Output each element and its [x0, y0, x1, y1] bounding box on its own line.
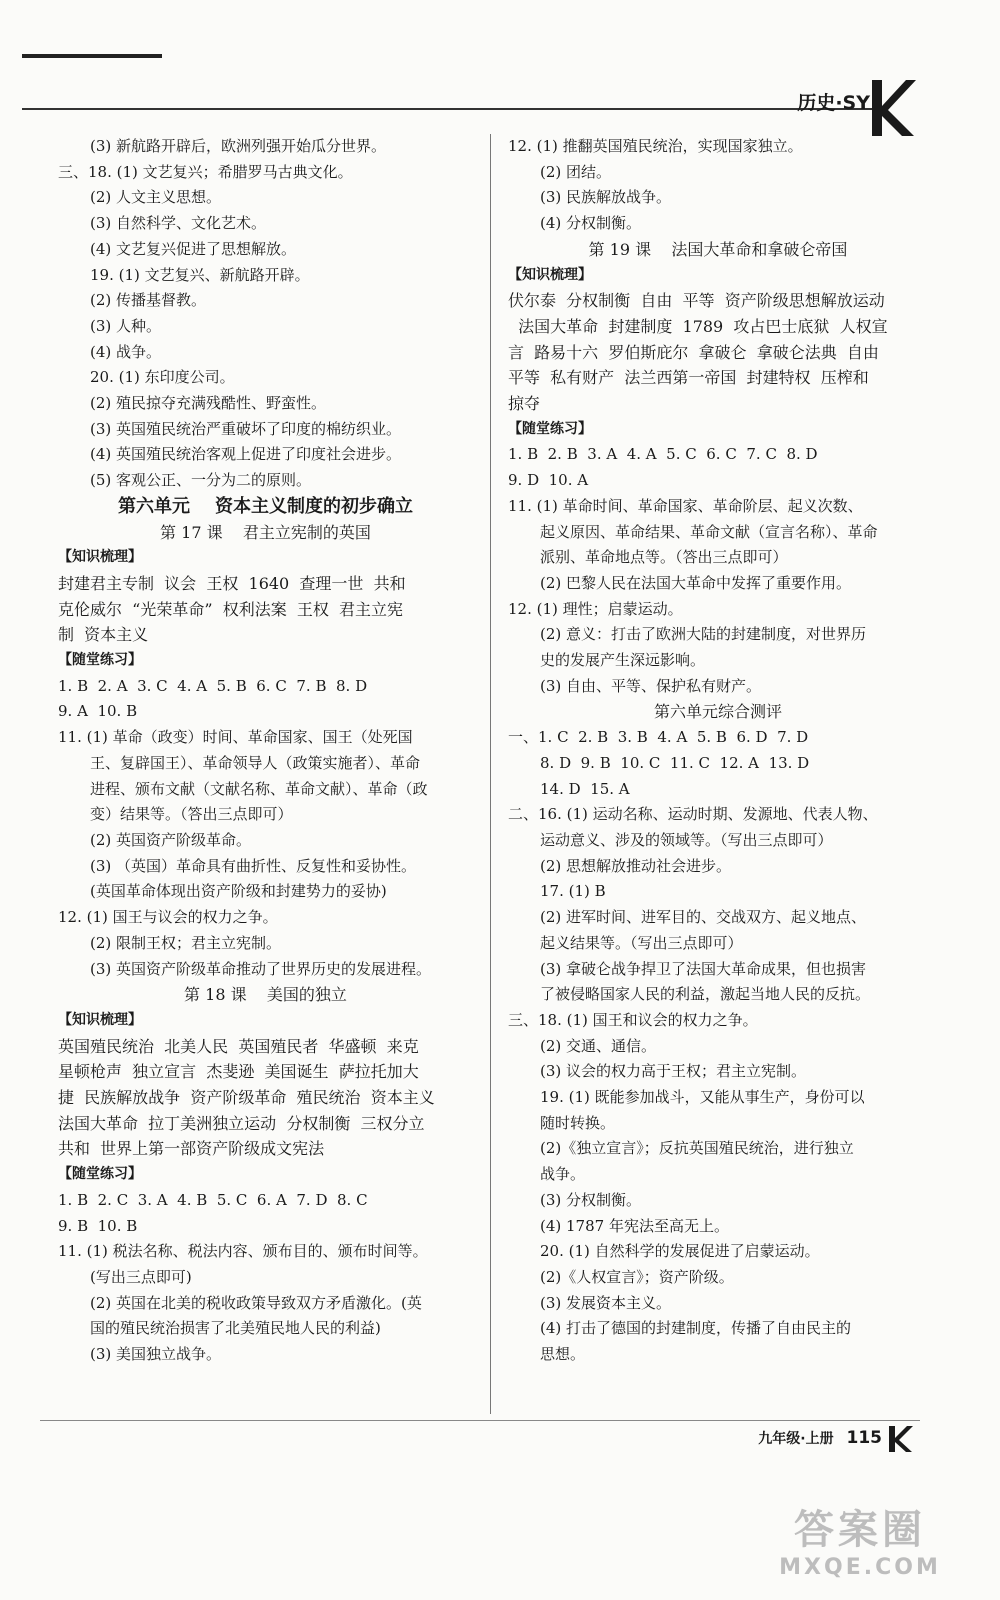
text-line: 制 资本主义 — [58, 625, 149, 645]
text-line: 1. B 2. A 3. C 4. A 5. B 6. C 7. B 8. D — [58, 676, 368, 695]
text-line: (2)《人权宣言》；资产阶级。 — [540, 1267, 734, 1286]
text-line: 12. (1) 国王与议会的权力之争。 — [58, 908, 278, 927]
grade-label: 九年级·上册 — [758, 1431, 834, 1447]
text-line: (3) 新航路开辟后，欧洲列强开始瓜分世界。 — [90, 137, 387, 155]
page-number: 115 — [846, 1428, 882, 1448]
right-column — [508, 134, 928, 1368]
text-line: (3) （英国）革命具有曲折性、反复性和妥协性。 — [90, 856, 417, 875]
text-line: (4) 英国殖民统治客观上促进了印度社会进步。 — [90, 445, 402, 464]
text-line: 三、18. (1) 文艺复兴；希腊罗马古典文化。 — [58, 162, 353, 181]
text-line: (2) 限制王权；君主立宪制。 — [90, 933, 282, 952]
text-line: 第 18 课 美国的独立 — [184, 985, 347, 1005]
text-line: 起义原因、革命结果、革命文献（宣言名称）、革命 — [540, 522, 878, 541]
text-line: 了被侵略国家人民的利益，激起当地人民的反抗。 — [540, 985, 871, 1004]
watermark-url: MXQE.COM — [779, 1555, 941, 1580]
text-line: 8. D 9. B 10. C 11. C 12. A 13. D — [540, 753, 810, 772]
text-line: (3) 美国独立战争。 — [90, 1345, 222, 1364]
text-line: 封建君主专制 议会 王权 1640 查理一世 共和 — [58, 573, 406, 593]
text-line: (2) 传播基督教。 — [90, 291, 207, 310]
text-line: 星顿枪声 独立宣言 杰斐逊 美国诞生 萨拉托加大 — [58, 1062, 419, 1082]
watermark — [760, 1498, 960, 1580]
text-line: (2) 英国资产阶级革命。 — [90, 830, 252, 849]
text-line: 掠夺 — [508, 394, 541, 414]
text-line: (3) 英国殖民统治严重破坏了印度的棉纺织业。 — [90, 419, 402, 438]
top-rule — [22, 54, 162, 58]
text-line: 【知识梳理】 — [508, 266, 592, 283]
text-line: 克伦威尔 “光荣革命” 权利法案 王权 君主立宪 — [58, 599, 404, 619]
text-line: (3) 自由、平等、保护私有财产。 — [540, 676, 762, 695]
text-line: (2) 英国在北美的税收政策导致双方矛盾激化。(英 — [90, 1293, 422, 1312]
text-line: 1. B 2. C 3. A 4. B 5. C 6. A 7. D 8. C — [58, 1190, 368, 1209]
text-line: 国的殖民统治损害了北美殖民地人民的利益) — [90, 1319, 381, 1338]
text-line: 19. (1) 文艺复兴、新航路开辟。 — [90, 265, 310, 284]
text-line: (3) 议会的权力高于王权；君主立宪制。 — [540, 1062, 807, 1081]
text-line: (2) 思想解放推动社会进步。 — [540, 856, 732, 875]
text-line: 共和 世界上第一部资产阶级成文宪法 — [58, 1139, 325, 1159]
text-line: 言 路易十六 罗伯斯庇尔 拿破仑 拿破仑法典 自由 — [508, 342, 879, 362]
text-line: (4) 打击了德国的封建制度，传播了自由民主的 — [540, 1319, 852, 1338]
text-line: 第六单元综合测评 — [653, 702, 782, 722]
text-line: (2) 交通、通信。 — [540, 1036, 657, 1055]
text-line: 第六单元 资本主义制度的初步确立 — [117, 495, 414, 517]
text-line: 【随堂练习】 — [58, 1166, 142, 1183]
text-line: 法国大革命 拉丁美洲独立运动 分权制衡 三权分立 — [58, 1113, 425, 1133]
text-line: (写出三点即可) — [90, 1267, 192, 1286]
text-line: (2) 进军时间、进军目的、交战双方、起义地点、 — [540, 908, 867, 927]
text-line: 19. (1) 既能参加战斗，又能从事生产，身份可以 — [540, 1088, 865, 1107]
text-line: 【随堂练习】 — [508, 420, 592, 437]
text-line: 12. (1) 推翻英国殖民统治，实现国家独立。 — [508, 137, 803, 155]
text-line: 17. (1) B — [540, 882, 606, 901]
text-line: (4) 文艺复兴促进了思想解放。 — [90, 239, 297, 258]
text-line: (3) 英国资产阶级革命推动了世界历史的发展进程。 — [90, 959, 432, 978]
text-line: 随时转换。 — [540, 1113, 616, 1132]
text-line: 1. B 2. B 3. A 4. A 5. C 6. C 7. C 8. D — [508, 445, 818, 464]
text-line: 9. A 10. B — [58, 702, 138, 721]
text-line: 【随堂练习】 — [58, 652, 142, 669]
footer-rule — [40, 1420, 920, 1421]
text-line: (4) 1787 年宪法至高无上。 — [540, 1216, 729, 1235]
text-line: 平等 私有财产 法兰西第一帝国 封建特权 压榨和 — [508, 368, 869, 388]
text-line: 20. (1) 东印度公司。 — [90, 368, 235, 387]
text-line: 王、复辟国王）、革命领导人（政策实施者）、革命 — [90, 753, 421, 772]
text-line: (2) 殖民掠夺充满残酷性、野蛮性。 — [90, 394, 327, 413]
text-line: (4) 战争。 — [90, 342, 162, 361]
text-line: 11. (1) 税法名称、税法内容、颁布目的、颁布时间等。 — [58, 1242, 428, 1261]
text-line: 英国殖民统治 北美人民 英国殖民者 华盛顿 来克 — [58, 1036, 419, 1056]
text-line: 一、1. C 2. B 3. B 4. A 5. B 6. D 7. D — [508, 728, 809, 747]
brand-logo-icon — [864, 76, 918, 138]
text-line: (3) 分权制衡。 — [540, 1190, 642, 1209]
text-line: (5) 客观公正、一分为二的原则。 — [90, 471, 312, 490]
text-line: 14. D 15. A — [540, 779, 630, 798]
text-line: (2) 意义：打击了欧洲大陆的封建制度，对世界历 — [540, 625, 867, 644]
text-line: 进程、颁布文献（文献名称、革命文献）、革命（政 — [90, 779, 428, 798]
text-line: 运动意义、涉及的领域等。（写出三点即可） — [540, 830, 833, 849]
text-line: 12. (1) 理性；启蒙运动。 — [508, 599, 683, 618]
text-line: 起义结果等。（写出三点即可） — [540, 933, 743, 952]
text-line: 思想。 — [540, 1345, 586, 1364]
text-line: 派别、革命地点等。（答出三点即可） — [540, 548, 788, 567]
text-line: (3) 自然科学、文化艺术。 — [90, 214, 267, 233]
text-line: (2) 团结。 — [540, 162, 612, 181]
text-line: 【知识梳理】 — [58, 1011, 142, 1028]
text-line: 法国大革命 封建制度 1789 攻占巴士底狱 人权宣 — [508, 316, 888, 336]
text-line: 11. (1) 革命时间、革命国家、革命阶层、起义次数、 — [508, 496, 863, 515]
text-line: (3) 人种。 — [90, 316, 162, 335]
text-line: 史的发展产生深远影响。 — [540, 651, 706, 670]
text-line: (2) 人文主义思想。 — [90, 188, 222, 207]
text-line: (4) 分权制衡。 — [540, 214, 642, 233]
text-line: (3) 民族解放战争。 — [540, 188, 672, 207]
text-line: 捷 民族解放战争 资产阶级革命 殖民统治 资本主义 — [58, 1088, 435, 1108]
footer-logo-icon — [886, 1424, 914, 1454]
text-line: (2)《独立宣言》；反抗英国殖民统治，进行独立 — [540, 1139, 854, 1158]
subject-label: 历史·SY — [797, 92, 870, 114]
watermark-main: 答案圈 — [794, 1507, 926, 1553]
text-line: 三、18. (1) 国王和议会的权力之争。 — [508, 1010, 758, 1029]
text-line: 第 19 课 法国大革命和拿破仑帝国 — [588, 239, 848, 259]
text-line: 第 17 课 君主立宪制的英国 — [160, 522, 371, 542]
text-line: 20. (1) 自然科学的发展促进了启蒙运动。 — [540, 1242, 820, 1261]
column-divider — [490, 134, 491, 1414]
text-line: 二、16. (1) 运动名称、运动时期、发源地、代表人物、 — [508, 805, 878, 824]
text-line: 战争。 — [540, 1165, 586, 1184]
text-line: 11. (1) 革命（政变）时间、革命国家、国王（处死国 — [58, 728, 413, 747]
text-line: (英国革命体现出资产阶级和封建势力的妥协) — [90, 882, 387, 901]
left-column — [58, 134, 473, 1368]
text-line: 9. D 10. A — [508, 471, 589, 490]
text-line: 伏尔泰 分权制衡 自由 平等 资产阶级思想解放运动 — [508, 291, 885, 311]
footer — [758, 1428, 882, 1448]
text-line: (3) 发展资本主义。 — [540, 1293, 672, 1312]
text-line: 【知识梳理】 — [58, 549, 142, 566]
text-line: (3) 拿破仑战争捍卫了法国大革命成果，但也损害 — [540, 959, 867, 978]
text-line: 变）结果等。（答出三点即可） — [90, 805, 293, 824]
header-rule — [22, 108, 872, 110]
text-line: (2) 巴黎人民在法国大革命中发挥了重要作用。 — [540, 573, 852, 592]
text-line: 9. B 10. B — [58, 1216, 138, 1235]
